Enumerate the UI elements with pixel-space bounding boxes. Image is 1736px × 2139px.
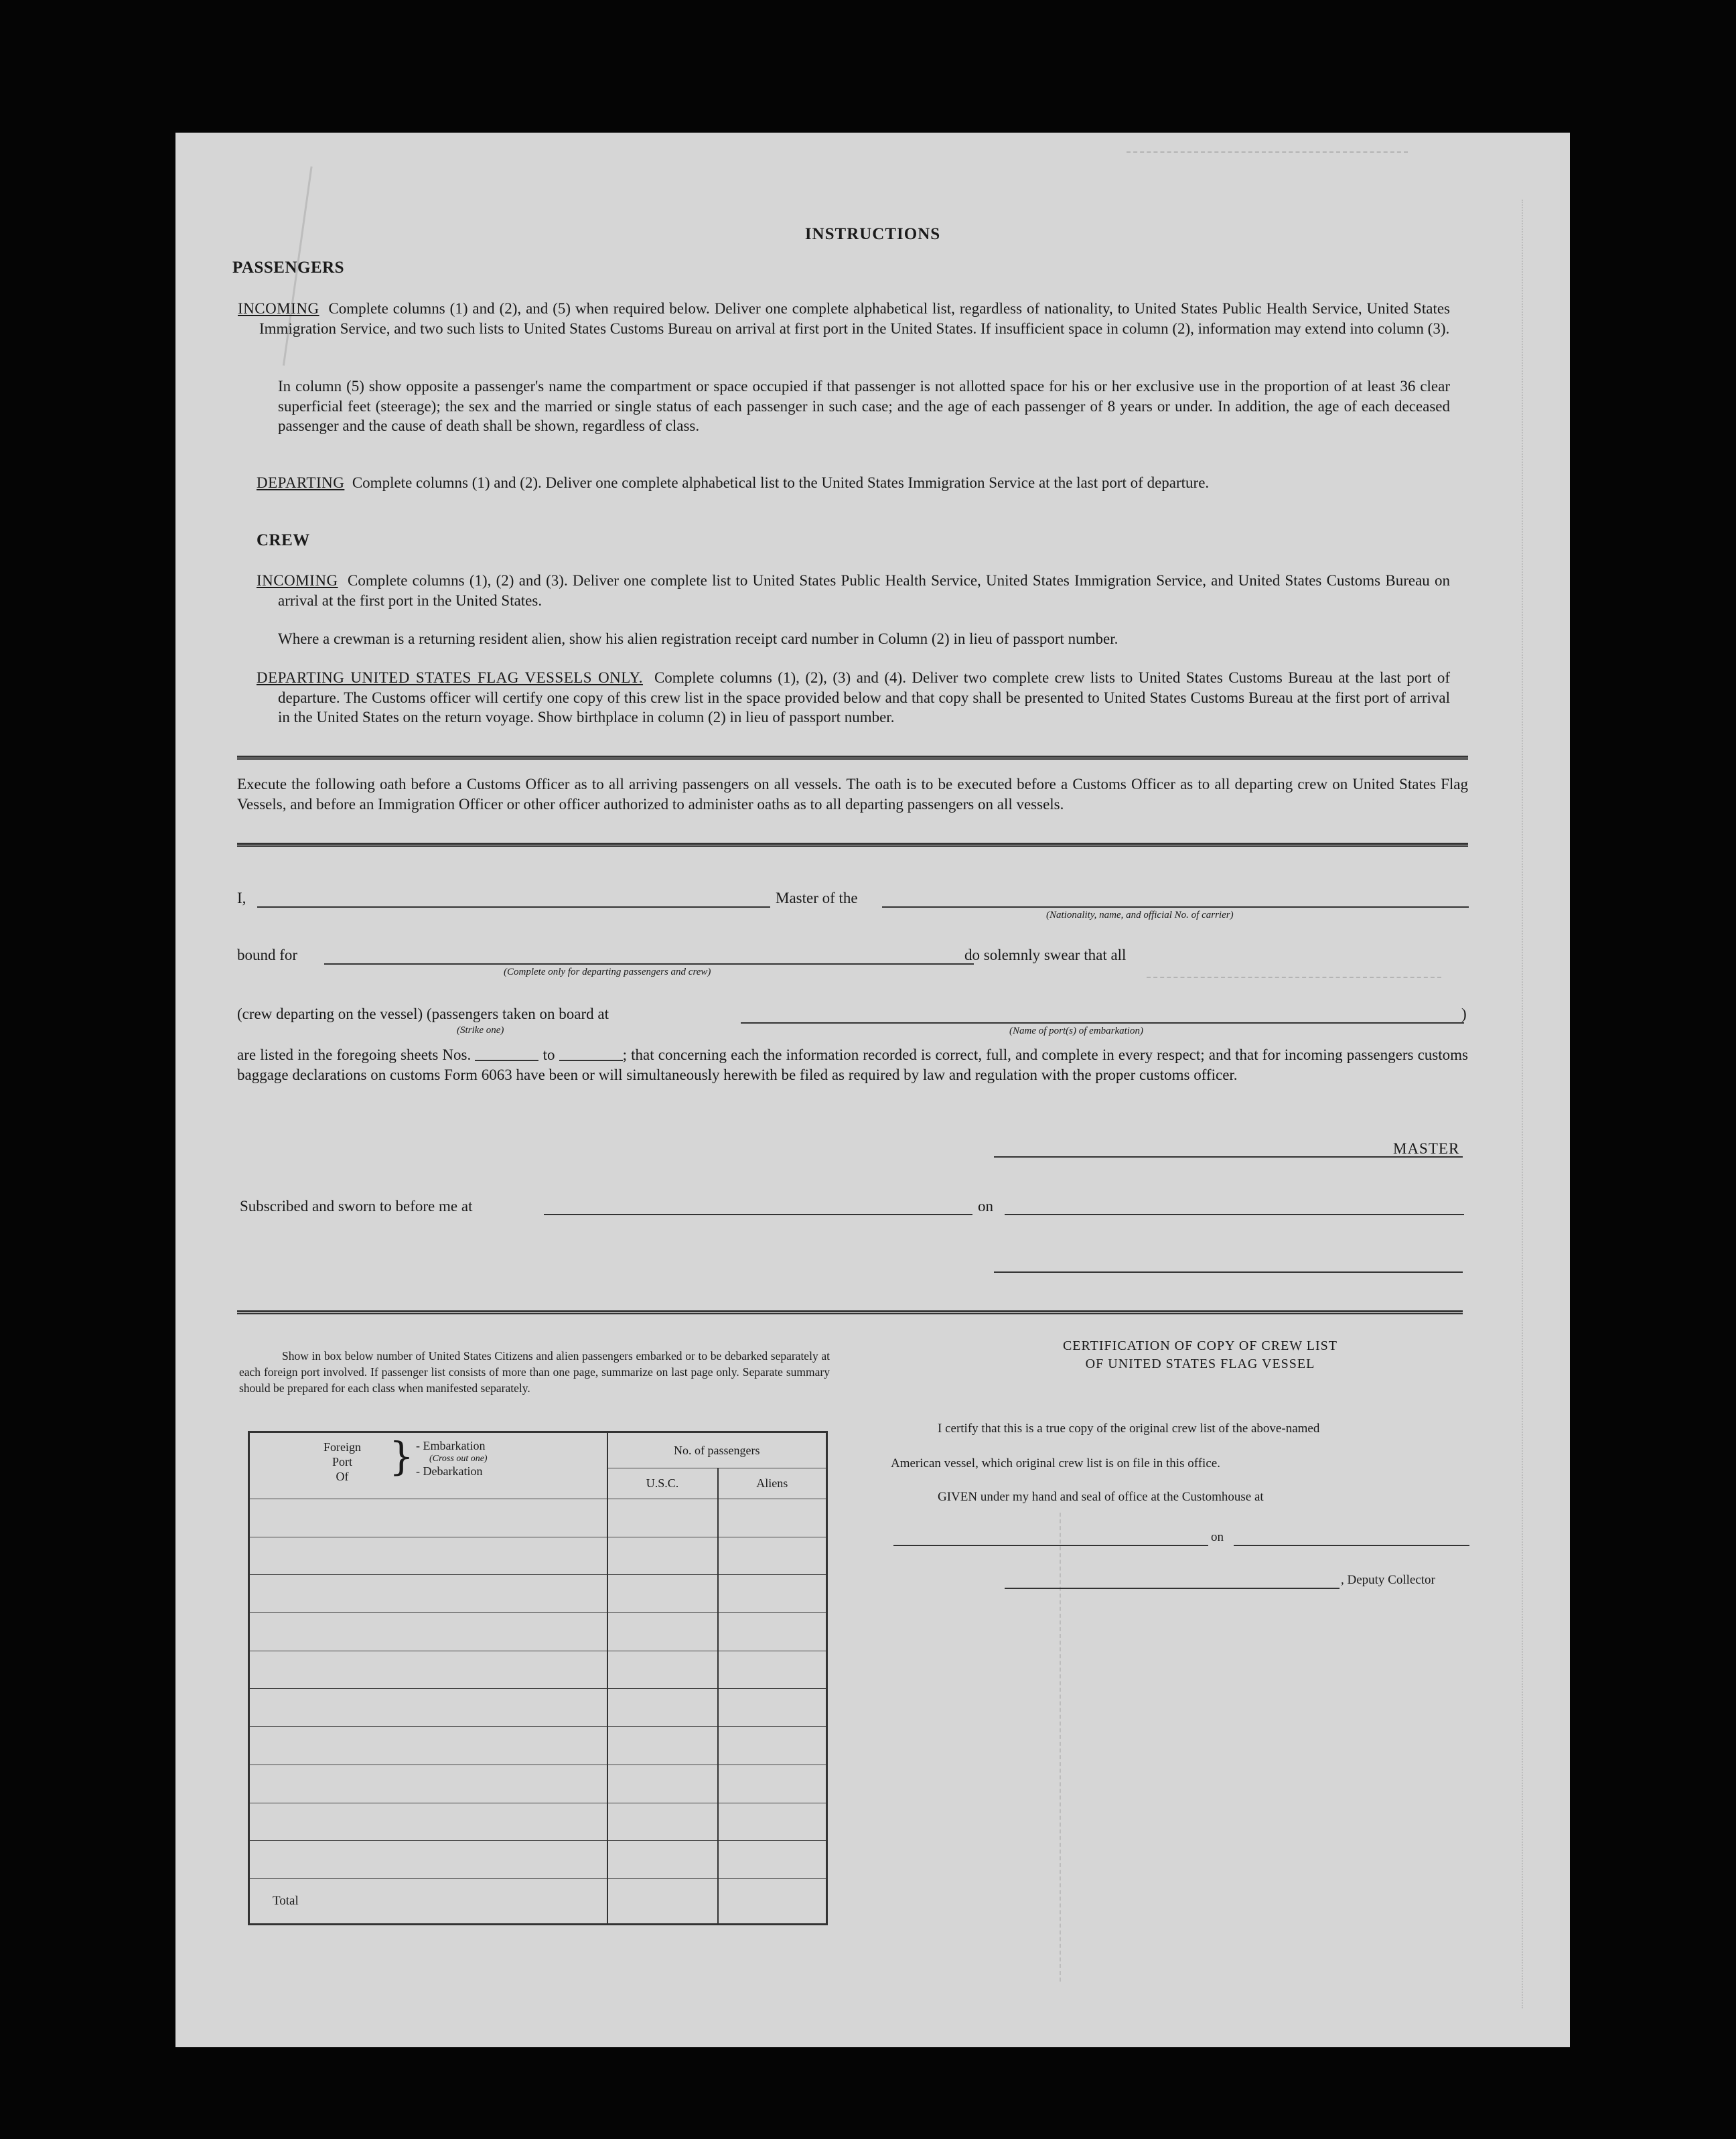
- bound-caption: (Complete only for departing passengers and crew): [504, 967, 711, 977]
- page-title: INSTRUCTIONS: [804, 225, 941, 243]
- table-row: [249, 1575, 827, 1613]
- crew-departing-strike-label: (crew departing on the vessel) (passengers taken on board at: [237, 1006, 609, 1022]
- officer-signature-field[interactable]: [994, 1271, 1463, 1273]
- port-cell[interactable]: [249, 1765, 607, 1803]
- aliens-cell[interactable]: [718, 1841, 827, 1879]
- embarkation-label: - Embarkation: [416, 1439, 486, 1452]
- port-cell[interactable]: [249, 1841, 607, 1879]
- summary-instructions: Show in box below number of United States Citizens and alien passengers embarked or to be debarked separately at each foreign port involved. If passenger list consists of more than one page, summarize on last page only. Separate summary should be prepared for each class when manifested separately.: [239, 1349, 830, 1395]
- listed-text: ; that concerning each the information recorded is correct, full, and complete in every respect; and that for incoming passengers customs baggage declarations on customs Form 6063 have been or will simultaneously herewith be filed as required by law and regulation with the proper customs officer.: [237, 1046, 1468, 1083]
- carrier-field[interactable]: [882, 906, 1469, 908]
- table-row: [249, 1689, 827, 1727]
- sheet-from-field[interactable]: [475, 1060, 538, 1061]
- swear-label: do solemnly swear that all: [964, 947, 1127, 963]
- passengers-departing-text: Complete columns (1) and (2). Deliver one complete alphabetical list to the United States Immigration Service at the last port of departure.: [352, 474, 1210, 491]
- bound-for-field[interactable]: [324, 963, 974, 965]
- crew-departing-paragraph: [257, 668, 1450, 728]
- usc-cell[interactable]: [607, 1651, 718, 1689]
- sworn-on-label: on: [978, 1198, 993, 1215]
- subscribed-label: Subscribed and sworn to before me at: [240, 1198, 473, 1215]
- passenger-summary-table: [248, 1431, 828, 1925]
- port-cell[interactable]: [249, 1537, 607, 1575]
- aliens-cell[interactable]: [718, 1613, 827, 1651]
- certification-title-line2: OF UNITED STATES FLAG VESSEL: [1085, 1357, 1315, 1371]
- foreign-label: Foreign: [323, 1440, 361, 1454]
- usc-cell[interactable]: [607, 1765, 718, 1803]
- cert-date-field[interactable]: [1234, 1545, 1469, 1546]
- bleed-through-marks: [1127, 151, 1408, 192]
- certify-line1: I certify that this is a true copy of the original crew list of the above-named: [938, 1422, 1320, 1436]
- total-row: [249, 1879, 827, 1925]
- master-signature-field[interactable]: [994, 1156, 1463, 1158]
- aliens-cell[interactable]: [718, 1651, 827, 1689]
- crew-resident-alien-text: Where a crewman is a returning resident alien, show his alien registration receipt card number in Column (2) in lieu of passport number.: [278, 630, 1118, 647]
- crew-incoming-label: INCOMING: [257, 572, 338, 589]
- brace-glyph: }: [389, 1434, 414, 1479]
- of-label: Of: [336, 1470, 349, 1483]
- passengers-column5-paragraph: In column (5) show opposite a passenger's name the compartment or space occupied if that passenger is not allotted space for his or her exclusive use in the proportion of at least 36 clear superficial feet (steerage); the sex and the married or single status of each passenger in such case; and the age of each passenger of 8 years or under. In addition, the age of each deceased passenger and the cause of death shall be shown, regardless of class.: [278, 378, 1450, 434]
- usc-total-cell[interactable]: [607, 1879, 718, 1925]
- foreign-port-header: [249, 1432, 607, 1499]
- listed-label: are listed in the foregoing sheets Nos.: [237, 1046, 472, 1063]
- strike-caption: (Strike one): [457, 1025, 504, 1036]
- no-of-passengers-header: No. of passengers: [607, 1432, 827, 1468]
- total-label: Total: [249, 1879, 607, 1925]
- form-page: [175, 133, 1570, 2047]
- certification-title: [946, 1337, 1455, 1373]
- crew-departing-text: Complete columns (1), (2), (3) and (4). Deliver two complete crew lists to United States Customs Bureau at the last port of departure. The Customs officer will certify one copy of this crew list in the space provided below and that copy shall be presented to United States Customs Bureau at the first port of arrival in the United States on the return voyage. Show birthplace in column (2) in lieu of passport number.: [278, 669, 1451, 726]
- aliens-cell[interactable]: [718, 1575, 827, 1613]
- deputy-collector-label: , Deputy Collector: [1341, 1573, 1435, 1587]
- usc-cell[interactable]: [607, 1613, 718, 1651]
- port-cell[interactable]: [249, 1499, 607, 1537]
- cert-on-label: on: [1211, 1530, 1224, 1544]
- table-row: [249, 1613, 827, 1651]
- aliens-cell[interactable]: [718, 1537, 827, 1575]
- table-row: [249, 1651, 827, 1689]
- listed-paragraph: [237, 1045, 1468, 1085]
- port-label: Port: [332, 1455, 352, 1468]
- crew-heading: CREW: [257, 531, 310, 549]
- passengers-incoming-label: INCOMING: [238, 300, 319, 317]
- port-cell[interactable]: [249, 1803, 607, 1841]
- section-divider: [237, 1310, 1463, 1314]
- passengers-heading: PASSENGERS: [232, 259, 345, 277]
- bleed-through-marks: [1522, 200, 1542, 2008]
- aliens-cell[interactable]: [718, 1803, 827, 1841]
- usc-cell[interactable]: [607, 1803, 718, 1841]
- usc-cell[interactable]: [607, 1575, 718, 1613]
- usc-cell[interactable]: [607, 1499, 718, 1537]
- section-divider: [237, 843, 1468, 847]
- cross-out-label: (Cross out one): [429, 1454, 488, 1464]
- close-paren: ): [1461, 1006, 1467, 1022]
- crew-departing-label: DEPARTING UNITED STATES FLAG VESSELS ONLY.: [257, 669, 643, 686]
- carrier-caption: (Nationality, name, and official No. of carrier): [1046, 910, 1234, 920]
- table-row: [249, 1765, 827, 1803]
- usc-cell[interactable]: [607, 1689, 718, 1727]
- passengers-incoming-paragraph: [238, 299, 1450, 338]
- port-cell[interactable]: [249, 1613, 607, 1651]
- table-row: [249, 1841, 827, 1879]
- oath-intro: Execute the following oath before a Customs Officer as to all arriving passengers on all vessels. The oath is to be executed before a Customs Officer as to all departing crew on United States Flag Vessels, and before an Immigration Officer or other officer authorized to administer oaths as to all departing passengers on all vessels.: [237, 776, 1468, 813]
- table-row: [249, 1537, 827, 1575]
- master-of-label: Master of the: [776, 890, 858, 906]
- aliens-header: Aliens: [718, 1468, 827, 1499]
- oath-i-label: I,: [237, 890, 246, 906]
- embark-debark-labels: [416, 1440, 488, 1478]
- passengers-departing-paragraph: [257, 473, 1450, 493]
- aliens-cell[interactable]: [718, 1727, 827, 1765]
- passengers-incoming-text: Complete columns (1) and (2), and (5) when required below. Deliver one complete alphabetical list, regardless of nationality, to United States Public Health Service, United States Immigration Service, and two such lists to United States Customs Bureau on arrival at first port in the United States. If insufficient space in column (2), information may extend into column (3).: [259, 300, 1450, 337]
- master-name-field[interactable]: [257, 906, 770, 908]
- usc-cell[interactable]: [607, 1537, 718, 1575]
- port-cell[interactable]: [249, 1651, 607, 1689]
- port-cell[interactable]: [249, 1575, 607, 1613]
- sheet-to-field[interactable]: [559, 1060, 623, 1061]
- sworn-date-field[interactable]: [1005, 1214, 1464, 1215]
- aliens-cell[interactable]: [718, 1689, 827, 1727]
- debarkation-label: - Debarkation: [416, 1464, 483, 1478]
- to-label: to: [542, 1046, 555, 1063]
- master-label: MASTER: [1393, 1140, 1460, 1157]
- aliens-total-cell[interactable]: [718, 1879, 827, 1925]
- aliens-cell[interactable]: [718, 1765, 827, 1803]
- bleed-through-marks: [1060, 1513, 1086, 1982]
- certify-line2: American vessel, which original crew list is on file in this office.: [891, 1456, 1220, 1470]
- usc-cell[interactable]: [607, 1727, 718, 1765]
- deputy-collector-signature-field[interactable]: [1005, 1588, 1340, 1589]
- section-divider: [237, 756, 1468, 760]
- bound-for-label: bound for: [237, 947, 298, 963]
- bleed-through-marks: [1147, 977, 1441, 1004]
- embarkation-port-field[interactable]: [741, 1022, 1464, 1024]
- table-row: [249, 1499, 827, 1537]
- certification-title-line1: CERTIFICATION OF COPY OF CREW LIST: [1062, 1338, 1338, 1353]
- crew-incoming-paragraph: [257, 571, 1450, 610]
- customhouse-field[interactable]: [893, 1545, 1208, 1546]
- port-cell[interactable]: [249, 1689, 607, 1727]
- embark-caption: (Name of port(s) of embarkation): [1009, 1026, 1143, 1036]
- table-row: [249, 1803, 827, 1841]
- crew-incoming-text: Complete columns (1), (2) and (3). Deliver one complete list to United States Public Health Service, United States Immigration Service, and United States Customs Bureau on arrival at the first port in the United States.: [278, 572, 1451, 609]
- usc-cell[interactable]: [607, 1841, 718, 1879]
- table-row: [249, 1727, 827, 1765]
- passengers-departing-label: DEPARTING: [257, 474, 345, 491]
- sworn-location-field[interactable]: [544, 1214, 972, 1215]
- foreign-port-label: [323, 1440, 361, 1484]
- given-text: GIVEN under my hand and seal of office at the Customhouse at: [938, 1490, 1264, 1504]
- aliens-cell[interactable]: [718, 1499, 827, 1537]
- usc-header: U.S.C.: [607, 1468, 718, 1499]
- port-cell[interactable]: [249, 1727, 607, 1765]
